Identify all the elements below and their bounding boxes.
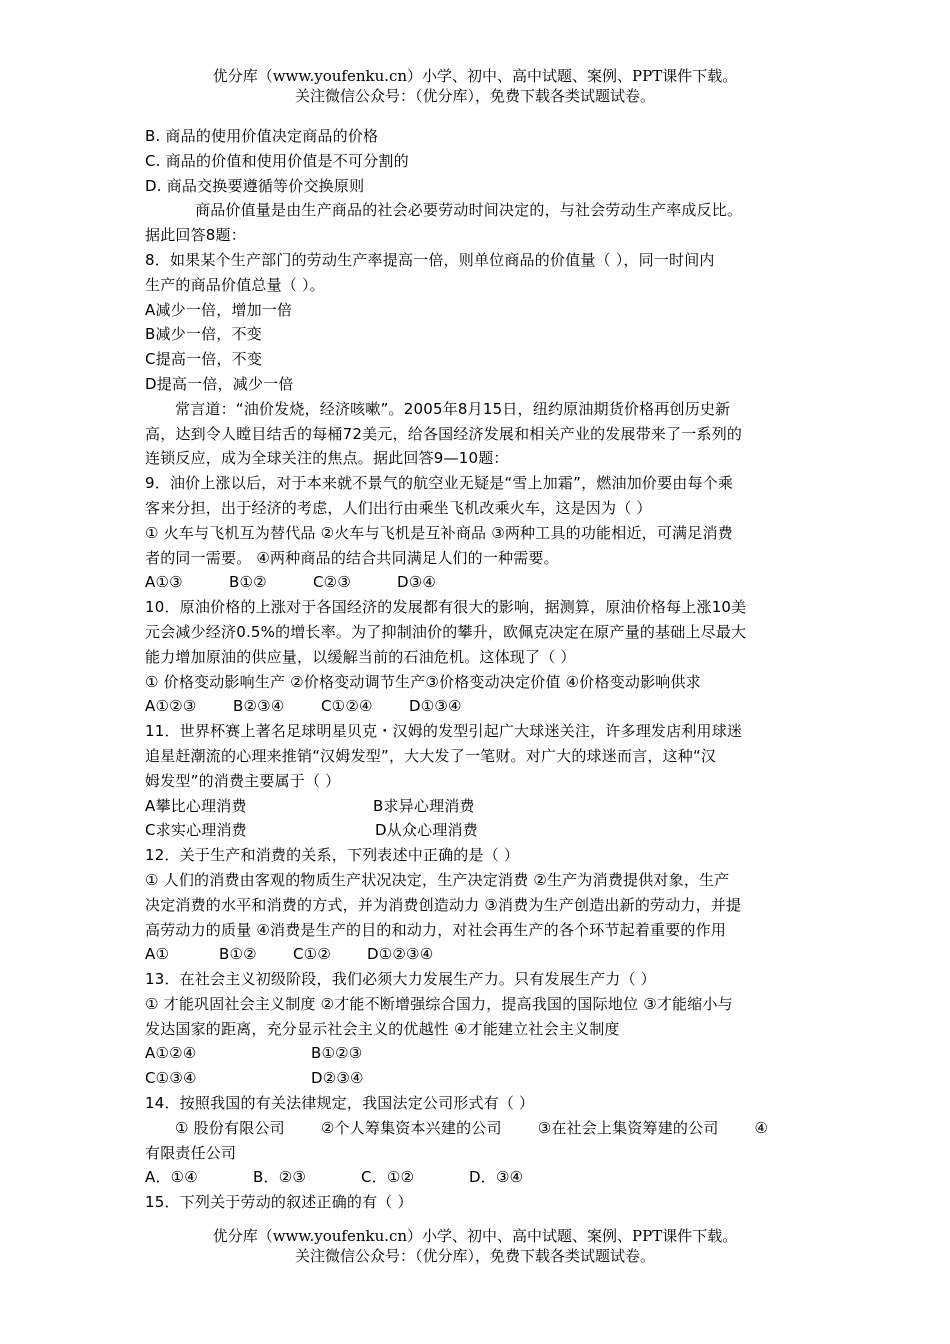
q11-line-1: 11．世界杯赛上著名足球明星贝克・汉姆的发型引起广大球迷关注，许多理发店利用球迷 (145, 722, 743, 741)
option-b: B. 商品的使用价值决定商品的价格 (145, 127, 379, 145)
q9-line-1: 9．油价上涨以后，对于本来就不景气的航空业无疑是“雪上加霜”，燃油加价要由每个乘 (145, 474, 734, 493)
q11-line-3: 姆发型”的消费主要属于（ ） (145, 771, 341, 790)
q10-option-a: A①②③ (145, 697, 197, 716)
q14-option-c: C．①② (361, 1168, 415, 1187)
q8-option-c: C提高一倍，不变 (145, 350, 263, 369)
q8-option-d: D提高一倍，减少一倍 (145, 374, 294, 393)
q9-line-2: 客来分担，出于经济的考虑，人们出行由乘坐飞机改乘火车，这是因为（ ） (145, 498, 652, 517)
document-body (145, 124, 810, 1215)
q9-option-d: D③④ (397, 573, 437, 592)
q12-option-a: A① (145, 945, 170, 964)
intro-q9-line-1: 常言道：“油价发烧，经济咳嗽”。2005年8月15日，纽约原油期货价格再创历史新 (175, 399, 731, 418)
q10-statement-1: ① 价格变动影响生产 ②价格变动调节生产③价格变动决定价值 ④价格变动影响供求 (145, 672, 701, 691)
q12-statement-2: 决定消费的水平和消费的方式，并为消费创造动力 ③消费为生产创造出新的劳动力，并提 (145, 895, 742, 914)
q8-option-b: B减少一倍，不变 (145, 325, 262, 344)
q13-options-row-1 (145, 1041, 810, 1066)
page-footer (0, 1226, 950, 1266)
q14-options (145, 1165, 810, 1190)
q8-option-a: A减少一倍，增加一倍 (145, 300, 293, 319)
q12-line-1: 12．关于生产和消费的关系，下列表述中正确的是（ ） (145, 846, 520, 865)
q14-option-a: A．①④ (145, 1168, 198, 1187)
q11-option-c: C求实心理消费 (145, 821, 247, 840)
footer-line-2: 关注微信公众号：（优分库），免费下载各类试题试卷。 (294, 1247, 655, 1265)
q13-option-b: B①②③ (311, 1044, 363, 1063)
option-c: C. 商品的价值和使用价值是不可分割的 (145, 151, 409, 170)
q14-item-2: ②个人筹集资本兴建的公司 (320, 1118, 502, 1137)
q10-option-d: D①③④ (409, 697, 462, 716)
footer-line-1: 优分库（www.youfenku.cn）小学、初中、高中试题、案例、PPT课件下载。 (212, 1227, 738, 1245)
q14-option-d: D．③④ (469, 1168, 524, 1187)
header-line-1: 优分库（www.youfenku.cn）小学、初中、高中试题、案例、PPT课件下载。 (212, 67, 738, 85)
q13-option-a: A①②④ (145, 1044, 197, 1063)
q12-statement-1: ① 人们的消费由客观的物质生产状况决定，生产决定消费 ②生产为消费提供对象，生产 (145, 870, 730, 889)
q14-items (145, 1116, 810, 1141)
q10-option-c: C①②④ (321, 697, 373, 716)
q9-options (145, 570, 810, 595)
q10-line-2: 元会减少经济0.5%的增长率。为了抑制油价的攀升，欧佩克决定在原产量的基础上尽最大 (145, 622, 747, 641)
option-d: D. 商品交换要遵循等价交换原则 (145, 176, 365, 195)
q13-statement-2: 发达国家的距离，充分显示社会主义的优越性 ④才能建立社会主义制度 (145, 1019, 620, 1038)
q9-option-c: C②③ (313, 573, 351, 592)
intro-q8-line-1: 商品价值量是由生产商品的社会必要劳动时间决定的，与社会劳动生产率成反比。 (195, 201, 743, 220)
q11-option-b: B求异心理消费 (373, 796, 475, 815)
q14-item-1: ① 股份有限公司 (175, 1118, 285, 1137)
q9-option-a: A①③ (145, 573, 183, 592)
q8-line-1: 8．如果某个生产部门的劳动生产率提高一倍，则单位商品的价值量（ ），同一时间内 (145, 250, 715, 269)
q14-line-1: 14．按照我国的有关法律规定，我国法定公司形式有（ ） (145, 1094, 535, 1113)
q8-line-2: 生产的商品价值总量（ ）。 (145, 275, 325, 294)
page-header (0, 66, 950, 106)
q14-line-3: 有限责任公司 (145, 1143, 237, 1162)
q13-line-1: 13．在社会主义初级阶段，我们必须大力发展生产力。只有发展生产力（ ） (145, 970, 656, 989)
q9-statement-2: 者的同一需要。 ④两种商品的结合共同满足人们的一种需要。 (145, 548, 559, 567)
q10-line-1: 10．原油价格的上涨对于各国经济的发展都有很大的影响，据测算，原油价格每上涨10美 (145, 598, 747, 617)
q11-line-2: 追星赶潮流的心理来推销“汉姆发型”，大大发了一笔财。对广大的球迷而言，这种“汉 (145, 746, 717, 765)
intro-q9-line-2: 高，达到令人瞠目结舌的每桶72美元，给各国经济发展和相关产业的发展带来了一系列的 (145, 424, 743, 443)
q11-options-row-2 (145, 818, 810, 843)
q12-statement-3: 高劳动力的质量 ④消费是生产的目的和动力，对社会再生产的各个环节起着重要的作用 (145, 920, 727, 939)
header-line-2: 关注微信公众号：（优分库），免费下载各类试题试卷。 (294, 87, 655, 105)
q12-options (145, 942, 810, 967)
q11-options-row-1 (145, 794, 810, 819)
q11-option-d: D从众心理消费 (375, 821, 478, 840)
q14-item-4: ④ (754, 1118, 769, 1137)
q10-option-b: B②③④ (233, 697, 285, 716)
intro-q8-line-2: 据此回答8题： (145, 226, 246, 245)
q13-option-d: D②③④ (311, 1069, 364, 1088)
q9-option-b: B①② (229, 573, 267, 592)
q15-line-1: 15．下列关于劳动的叙述正确的有（ ） (145, 1193, 413, 1212)
q13-option-c: C①③④ (145, 1069, 197, 1088)
q12-option-b: B①② (219, 945, 257, 964)
q11-option-a: A攀比心理消费 (145, 796, 247, 815)
q10-options (145, 694, 810, 719)
intro-q9-line-3: 连锁反应，成为全球关注的焦点。据此回答9—10题： (145, 449, 509, 468)
q10-line-3: 能力增加原油的供应量，以缓解当前的石油危机。这体现了（ ） (145, 647, 576, 666)
q13-statement-1: ① 才能巩固社会主义制度 ②才能不断增强综合国力，提高我国的国际地位 ③才能缩小与 (145, 994, 733, 1013)
q14-item-3: ③在社会上集资筹建的公司 (537, 1118, 719, 1137)
q13-options-row-2 (145, 1066, 810, 1091)
q9-statement-1: ① 火车与飞机互为替代品 ②火车与飞机是互补商品 ③两种工具的功能相近，可满足消费 (145, 523, 733, 542)
q14-option-b: B．②③ (253, 1168, 306, 1187)
q12-option-c: C①② (293, 945, 331, 964)
q12-option-d: D①②③④ (367, 945, 434, 964)
